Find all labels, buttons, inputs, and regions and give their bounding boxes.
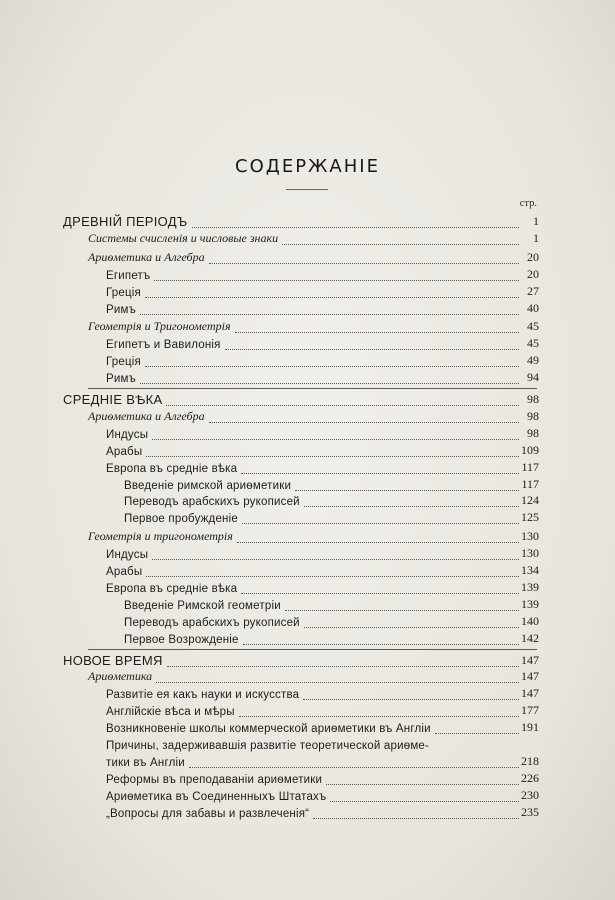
toc-entry-page: 124 xyxy=(521,493,539,508)
dot-leader xyxy=(154,278,519,281)
toc-entry-page: 177 xyxy=(521,703,539,718)
toc-entry[interactable] xyxy=(0,509,615,527)
title-rule xyxy=(286,189,328,190)
toc-entry-title: Развитiе ея какъ науки и искусства xyxy=(106,689,300,702)
toc-entry-title: Египетъ и Вавилонiя xyxy=(106,339,221,352)
toc-entry-page: 98 xyxy=(527,408,539,423)
toc-entry[interactable] xyxy=(0,300,615,318)
dot-leader xyxy=(166,403,519,406)
toc-entry-page: 109 xyxy=(521,442,539,457)
dot-leader xyxy=(235,330,519,333)
dot-leader xyxy=(303,697,519,700)
toc-entry-title: НОВОЕ ВРЕМЯ xyxy=(63,652,163,668)
toc-entry-title: тики въ Англiи xyxy=(106,756,185,769)
toc-entry-title: Системы счисленiя и числовые знаки xyxy=(88,230,279,245)
toc-entry[interactable] xyxy=(0,408,615,426)
toc-entry[interactable] xyxy=(0,770,615,788)
dot-leader xyxy=(304,504,519,507)
toc-entry-page: 147 xyxy=(521,686,539,701)
toc-entry[interactable] xyxy=(0,804,615,822)
toc-entry[interactable] xyxy=(0,596,615,614)
toc-entry-title: СРЕДНIЕ ВѢКА xyxy=(63,392,163,407)
dot-leader xyxy=(152,437,519,440)
toc-entry-page: 49 xyxy=(527,353,539,368)
toc-entry-title: Ариѳметика xyxy=(88,669,153,684)
toc-entry[interactable] xyxy=(0,266,615,284)
toc-entry-page: 98 xyxy=(527,392,539,406)
dot-leader xyxy=(152,557,519,560)
toc-entry-title: Римъ xyxy=(106,373,136,386)
toc-entry-page: 130 xyxy=(521,546,539,561)
toc-entry-page: 147 xyxy=(521,669,539,684)
toc-entry-title: Арабы xyxy=(106,566,143,578)
toc-entry-title: Геометрiя и тригонометрiя xyxy=(88,529,233,544)
toc-entry[interactable] xyxy=(0,283,615,301)
dot-leader xyxy=(225,347,519,350)
toc-entry[interactable] xyxy=(0,719,615,737)
toc-entry-title: Арабы xyxy=(106,445,143,458)
toc-entry[interactable] xyxy=(0,613,615,631)
toc-entry[interactable] xyxy=(0,685,615,703)
dot-leader xyxy=(146,574,519,577)
toc-entry[interactable] xyxy=(0,425,615,443)
toc-entry[interactable] xyxy=(0,528,615,546)
toc-entry[interactable] xyxy=(0,545,615,563)
dot-leader xyxy=(243,642,519,645)
dot-leader xyxy=(140,381,519,384)
toc-entry-title: ДРЕВНIЙ ПЕРIОДЪ xyxy=(63,214,188,229)
toc-entry[interactable] xyxy=(0,459,615,477)
toc-entry-page: 1 xyxy=(533,214,539,228)
dot-leader xyxy=(239,714,519,717)
toc-entry[interactable] xyxy=(0,492,615,510)
toc-entry-page: 191 xyxy=(521,720,539,735)
toc-entry-page: 27 xyxy=(527,283,539,298)
toc-entry-page: 125 xyxy=(521,510,539,525)
toc-entry-page: 235 xyxy=(521,804,539,819)
dot-leader xyxy=(145,295,519,298)
toc-entry-title: Возникновенiе школы коммерческой ариѳметики въ Англiи xyxy=(106,723,431,736)
toc-entry-page: 98 xyxy=(527,425,539,440)
toc-entry[interactable] xyxy=(0,442,615,460)
toc-entry-page: 117 xyxy=(521,476,539,491)
toc-entry-page: 226 xyxy=(521,770,539,785)
dot-leader xyxy=(209,420,519,423)
toc-entry-page: 20 xyxy=(527,266,539,281)
toc-entry-page: 40 xyxy=(527,300,539,315)
toc-entry[interactable] xyxy=(0,335,615,353)
toc-entry[interactable] xyxy=(0,579,615,597)
toc-entry-title: Римъ xyxy=(106,303,136,316)
dot-leader xyxy=(145,364,519,367)
toc-entry[interactable] xyxy=(0,391,615,409)
toc-entry-title: Европа въ средніе вѣка xyxy=(106,462,238,475)
toc-entry-title: Грецiя xyxy=(106,356,141,369)
dot-leader xyxy=(192,225,520,228)
dot-leader xyxy=(242,521,519,524)
dot-leader xyxy=(237,540,519,543)
toc-entry-title: Введенiе Римской геометрiи xyxy=(124,599,281,612)
toc-entry-page: 45 xyxy=(527,336,539,351)
toc-entry-page: 147 xyxy=(521,652,539,667)
toc-entry-page: 230 xyxy=(521,787,539,802)
toc-entry-page: 1 xyxy=(533,230,539,245)
toc-entry-title: Первое пробужденiе xyxy=(124,513,238,526)
toc-entry-page: 130 xyxy=(521,529,539,544)
toc-entry[interactable] xyxy=(0,753,615,771)
toc-entry-page: 142 xyxy=(521,630,539,645)
toc-entry-title: Причины, задерживавшiя развитiе теоретической ариѳме- xyxy=(106,740,430,752)
page-column-label: стр. xyxy=(519,198,537,209)
toc-entry[interactable] xyxy=(0,736,615,754)
toc-entry-page: 45 xyxy=(527,319,539,334)
toc-entry-title: Индусы xyxy=(106,428,149,441)
toc-entry-title: Переводъ арабскихъ рукописей xyxy=(124,616,300,629)
toc-entry[interactable] xyxy=(0,318,615,336)
toc-entry-title: Переводъ арабскихъ рукописей xyxy=(124,496,300,509)
toc-entry-title: Ариѳметика въ Соединенныхъ Штатахъ xyxy=(106,790,327,803)
dot-leader xyxy=(282,242,519,245)
toc-entry-title: Введенiе римской ариѳметики xyxy=(124,479,292,492)
toc-entry[interactable] xyxy=(0,787,615,805)
dot-leader xyxy=(189,765,519,768)
dot-leader xyxy=(330,799,519,802)
toc-entry-page: 139 xyxy=(521,596,539,611)
toc-entry[interactable] xyxy=(0,369,615,387)
dot-leader xyxy=(167,664,519,667)
dot-leader xyxy=(146,454,519,457)
toc-entry-title: Индусы xyxy=(106,549,149,562)
toc-entry[interactable] xyxy=(0,230,615,248)
toc-entry[interactable] xyxy=(0,213,615,231)
dot-leader xyxy=(295,488,519,491)
dot-leader xyxy=(241,591,519,594)
dot-leader xyxy=(435,731,519,734)
toc-entry-page: 20 xyxy=(527,249,539,264)
toc-entry[interactable] xyxy=(0,652,615,670)
toc-entry[interactable] xyxy=(0,249,615,267)
dot-leader xyxy=(285,608,519,611)
toc-entry-page: 140 xyxy=(521,613,539,628)
dot-leader xyxy=(313,816,519,819)
toc-entry-page: 134 xyxy=(521,563,539,577)
page-title: СОДЕРЖАНIЕ xyxy=(235,156,380,177)
toc-entry-title: Египетъ xyxy=(106,269,151,282)
section-divider xyxy=(88,649,537,650)
toc-entry[interactable] xyxy=(0,668,615,686)
toc-entry[interactable] xyxy=(0,630,615,648)
section-divider xyxy=(88,388,537,389)
toc-entry-title: Европа въ средніе вѣка xyxy=(106,582,238,595)
dot-leader xyxy=(304,625,519,628)
dot-leader xyxy=(140,312,519,315)
toc-entry-page: 117 xyxy=(521,459,539,474)
toc-entry-title: Грецiя xyxy=(106,286,141,299)
toc-entry-title: Геометрiя и Тригонометрiя xyxy=(88,319,231,334)
toc-entry[interactable] xyxy=(0,476,615,494)
toc-entry-title: Ариѳметика и Алгебра xyxy=(88,249,205,264)
toc-entry[interactable] xyxy=(0,352,615,370)
dot-leader xyxy=(326,782,519,785)
toc-entry-title: Реформы въ преподаванiи ариѳметики xyxy=(106,773,323,786)
dot-leader xyxy=(241,471,519,474)
toc-entry-title: Ариѳметика и Алгебра xyxy=(88,408,205,423)
toc-entry-title: Первое Возрожденiе xyxy=(124,633,239,646)
toc-entry[interactable] xyxy=(0,562,615,580)
toc-entry-page: 218 xyxy=(521,753,539,768)
toc-entry-title: „Вопросы для забавы и развлеченiя“ xyxy=(106,807,310,820)
toc-entry-title: Англiйскiе вѣса и мѣры xyxy=(106,706,235,719)
toc-entry[interactable] xyxy=(0,702,615,720)
dot-leader xyxy=(209,261,519,264)
toc-entry-page: 94 xyxy=(527,370,539,385)
dot-leader xyxy=(156,680,519,683)
toc-entry-page: 139 xyxy=(521,579,539,594)
